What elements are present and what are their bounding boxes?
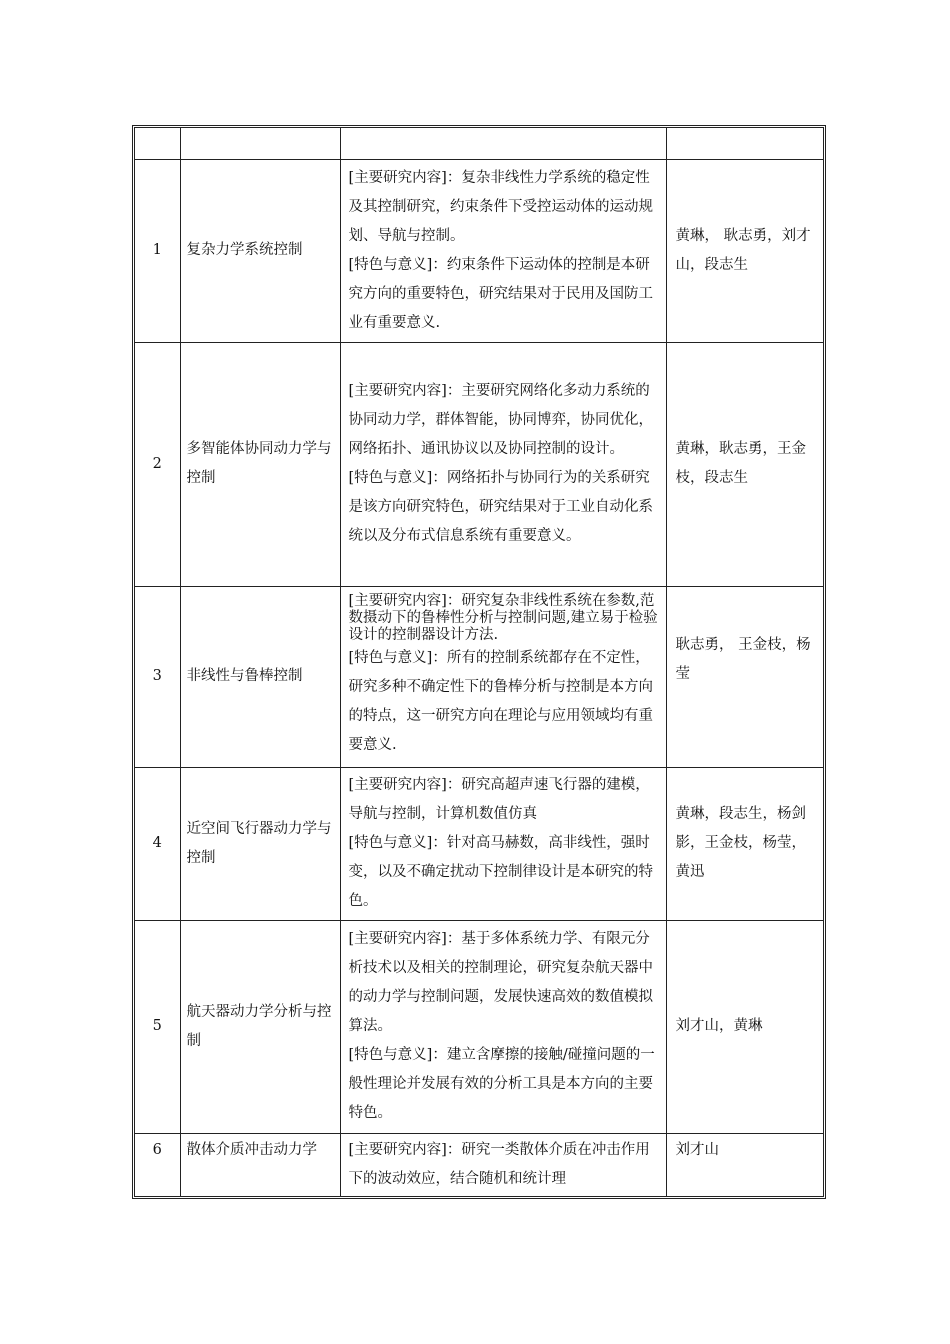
direction-title: 非线性与鲁棒控制 [180, 586, 340, 767]
team-members: 黄琳， 耿志勇，刘才山，段志生 [666, 159, 823, 342]
main-content-paragraph: [主要研究内容]：基于多体系统力学、有限元分析技术以及相关的控制理论，研究复杂航天器中的动力学与控制问题，发展快速高效的数值模拟算法。 [348, 931, 653, 1034]
team-members: 耿志勇， 王金枝，杨莹 [666, 586, 823, 767]
header-cell [340, 128, 666, 159]
main-content-paragraph: [主要研究内容]：主要研究网络化多动力系统的协同动力学，群体智能，协同博弈，协同优化，网络拓扑、通讯协议以及协同控制的设计。 [348, 383, 653, 457]
direction-title: 近空间飞行器动力学与控制 [180, 767, 340, 920]
research-directions-table [132, 125, 826, 1199]
significance-paragraph: [特色与意义]：网络拓扑与协同行为的关系研究是该方向研究特色，研究结果对于工业自动化系统以及分布式信息系统有重要意义。 [348, 470, 653, 544]
row-number: 5 [135, 920, 180, 1133]
row-number: 2 [135, 342, 180, 586]
row-number: 6 [135, 1133, 180, 1196]
table-row [135, 920, 823, 1133]
direction-title: 航天器动力学分析与控制 [180, 920, 340, 1133]
direction-content [340, 920, 666, 1133]
table-row [135, 767, 823, 920]
row-number: 1 [135, 159, 180, 342]
main-content-paragraph: [主要研究内容]：复杂非线性力学系统的稳定性及其控制研究，约束条件下受控运动体的运动规划、导航与控制。 [348, 169, 653, 244]
table-row [135, 586, 823, 767]
team-members: 黄琳，段志生，杨剑影，王金枝，杨莹，黄迅 [666, 767, 823, 920]
header-cell [666, 128, 823, 159]
direction-content [340, 586, 666, 767]
significance-paragraph: [特色与意义]：针对高马赫数，高非线性，强时变，以及不确定扰动下控制律设计是本研究的特色。 [348, 835, 653, 909]
header-cell [135, 128, 180, 159]
significance-paragraph: [特色与意义]：所有的控制系统都存在不定性，研究多种不确定性下的鲁棒分析与控制是本方向的特点，这一研究方向在理论与应用领域均有重要意义. [348, 650, 653, 753]
main-content-paragraph: [主要研究内容]：研究一类散体介质在冲击作用下的波动效应，结合随机和统计理 [348, 1141, 650, 1187]
team-members: 黄琳，耿志勇，王金枝，段志生 [666, 342, 823, 586]
row-number: 4 [135, 767, 180, 920]
table-row [135, 1133, 823, 1196]
direction-content [340, 767, 666, 920]
direction-content [340, 342, 666, 586]
header-cell [180, 128, 340, 159]
direction-content [340, 159, 666, 342]
direction-title: 散体介质冲击动力学 [180, 1133, 340, 1196]
direction-content [340, 1133, 666, 1196]
row-number: 3 [135, 586, 180, 767]
main-content-paragraph: [主要研究内容]：研究复杂非线性系统在参数,范数摄动下的鲁棒性分析与控制问题,建立易于检验设计的控制器设计方法. [348, 593, 658, 643]
team-members: 刘才山，黄琳 [666, 920, 823, 1133]
table-row [135, 159, 823, 342]
significance-paragraph: [特色与意义]：约束条件下运动体的控制是本研究方向的重要特色，研究结果对于民用及国防工业有重要意义. [348, 256, 653, 331]
team-members: 刘才山 [666, 1133, 823, 1196]
direction-title: 多智能体协同动力学与控制 [180, 342, 340, 586]
table-row [135, 342, 823, 586]
significance-paragraph: [特色与意义]：建立含摩擦的接触/碰撞问题的一般性理论并发展有效的分析工具是本方向的主要特色。 [348, 1047, 655, 1121]
main-content-paragraph: [主要研究内容]：研究高超声速飞行器的建模，导航与控制，计算机数值仿真 [348, 777, 650, 822]
direction-title: 复杂力学系统控制 [180, 159, 340, 342]
table-header-row [135, 128, 823, 159]
